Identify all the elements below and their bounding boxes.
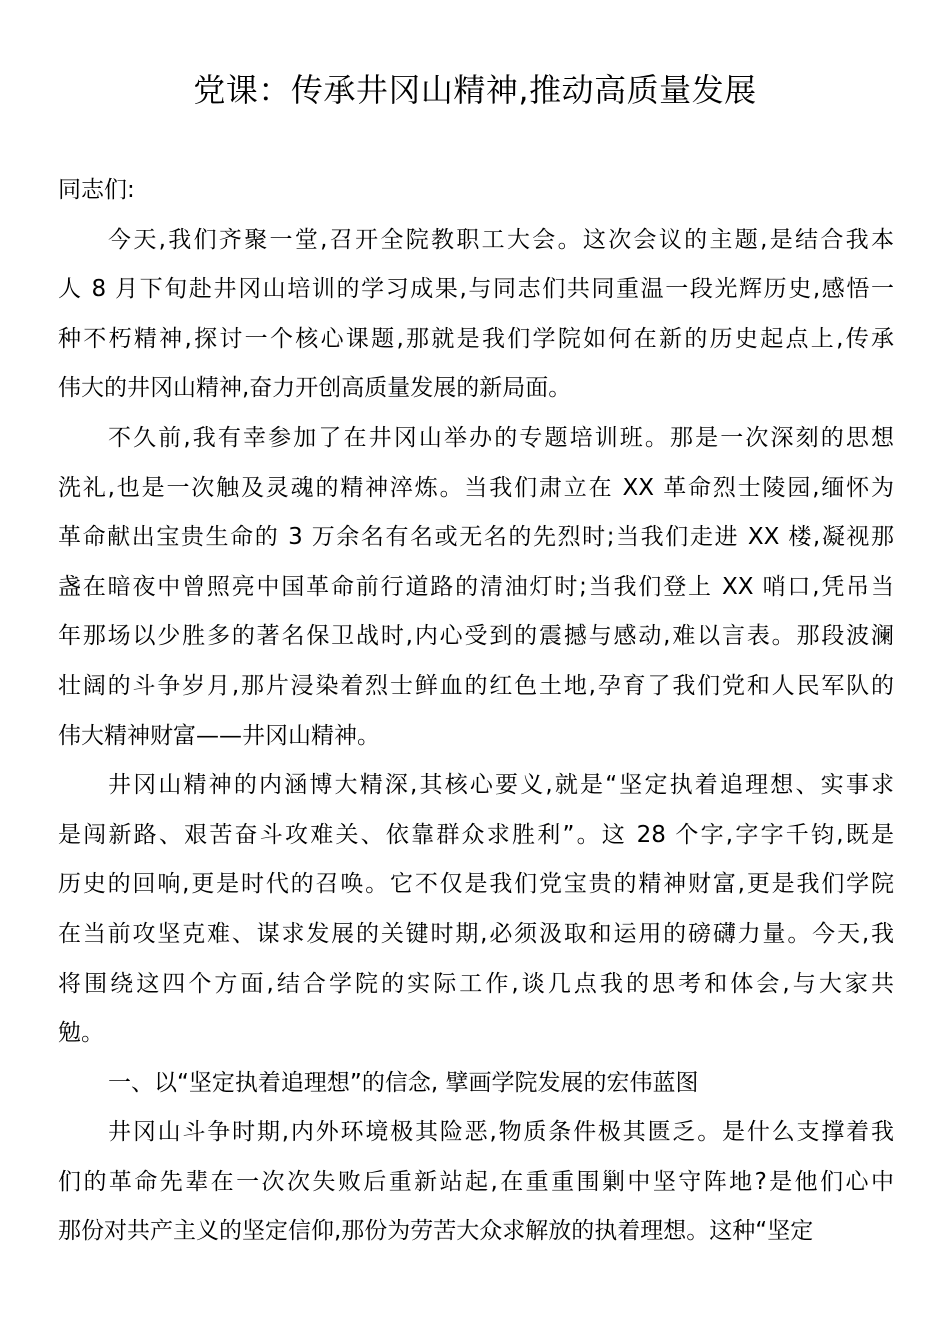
- text-line: 那份对共产主义的坚定信仰,那份为劳苦大众求解放的执着理想。这种“坚定: [58, 1218, 814, 1245]
- text-line: 不久前,我有幸参加了在井冈山举办的专题培训班。那是一次深刻的思想: [108, 424, 894, 451]
- paragraph: [58, 761, 894, 1059]
- text-line: 革命献出宝贵生命的 3 万余名有名或无名的先烈时;当我们走进 XX 楼,凝视那: [58, 524, 894, 551]
- text-line: 壮阔的斗争岁月,那片浸染着烈士鲜血的红色土地,孕育了我们党和人民军队的: [58, 672, 894, 699]
- paragraph: [58, 216, 894, 414]
- text-line: 是闯新路、艰苦奋斗攻难关、依靠群众求胜利”。这 28 个字,字字千钧,既是: [58, 821, 894, 848]
- section-heading: [58, 1059, 894, 1109]
- salutation: 同志们:: [58, 177, 135, 203]
- paragraph: [58, 1108, 894, 1257]
- text-line: 洗礼,也是一次触及灵魂的精神淬炼。当我们肃立在 XX 革命烈士陵园,缅怀为: [58, 474, 894, 501]
- text-line: 们的革命先辈在一次次失败后重新站起,在重重围剿中坚守阵地?是他们心中: [58, 1168, 894, 1195]
- text-line: 种不朽精神,探讨一个核心课题,那就是我们学院如何在新的历史起点上,传承: [58, 325, 894, 352]
- text-line: 将围绕这四个方面,结合学院的实际工作,谈几点我的思考和体会,与大家共: [58, 970, 894, 997]
- text-line: 井冈山精神的内涵博大精深,其核心要义,就是“坚定执着追理想、实事求: [108, 772, 894, 799]
- text-line: 在当前攻坚克难、谋求发展的关键时期,必须汲取和运用的磅礴力量。今天,我: [58, 920, 894, 947]
- text-line: 盏在暗夜中曾照亮中国革命前行道路的清油灯时;当我们登上 XX 哨口,凭吊当: [58, 573, 894, 600]
- paragraph: [58, 414, 894, 761]
- text-line: 伟大的井冈山精神,奋力开创高质量发展的新局面。: [58, 375, 572, 402]
- document-title: 党课：传承井冈山精神,推动高质量发展: [193, 71, 757, 109]
- text-line: 勉。: [58, 1020, 104, 1047]
- text-line: 今天,我们齐聚一堂,召开全院教职工大会。这次会议的主题,是结合我本: [108, 226, 894, 253]
- text-line: 人 8 月下旬赴井冈山培训的学习成果,与同志们共同重温一段光辉历史,感悟一: [58, 276, 894, 303]
- document-body: [58, 166, 894, 1257]
- text-line: 一、以“坚定执着追理想”的信念, 擘画学院发展的宏伟蓝图: [108, 1069, 699, 1096]
- text-line: 历史的回响,更是时代的召唤。它不仅是我们党宝贵的精神财富,更是我们学院: [58, 871, 894, 898]
- text-line: 井冈山斗争时期,内外环境极其险恶,物质条件极其匮乏。是什么支撑着我: [108, 1119, 894, 1146]
- text-line: 年那场以少胜多的著名保卫战时,内心受到的震撼与感动,难以言表。那段波澜: [58, 623, 894, 650]
- text-line: 伟大精神财富——井冈山精神。: [58, 722, 380, 749]
- paragraphs: [58, 216, 894, 1257]
